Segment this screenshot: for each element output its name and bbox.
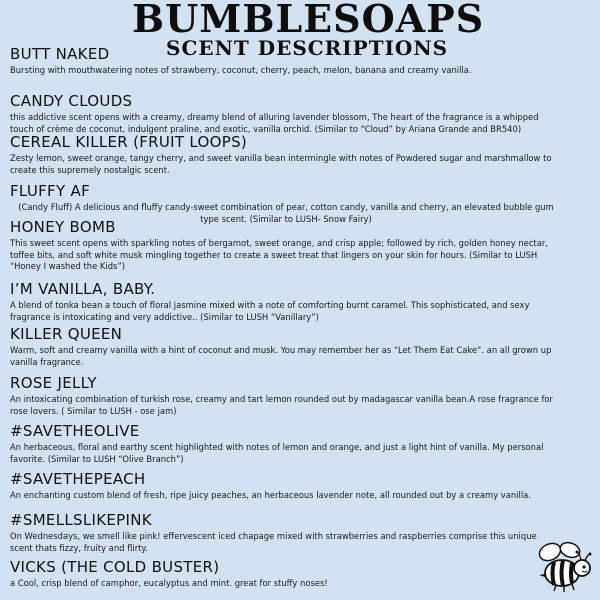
scent-honey-bomb [10, 218, 562, 273]
scent-title: #SAVETHEPEACH [10, 470, 146, 488]
scent-description: This sweet scent opens with sparkling notes of bergamot, sweet orange, and crisp apple; followed by rich, golden honey nectar, toffee bits, and soft white musk mingling together to create a sweet treat that lingers on your skin for hours. (Similar to LUSH “Honey I washed the Kids”) [10, 238, 548, 271]
scent-description: On Wednesdays, we smell like pink! effervescent iced chapage mixed with strawberries and raspberries comprise this unique scent thats fizzy, fruity and flirty. [10, 531, 537, 553]
page-subtitle: SCENT DESCRIPTIONS [166, 36, 449, 60]
scent-description: A blend of tonka bean a touch of floral jasmine mixed with a note of comforting burnt caramel. This sophisticated, and sexy fragrance is intoxicating and very addictive.. (Similar to LUSH “Vanillary”) [10, 300, 530, 322]
scent-title: #SMELLSLIKEPINK [10, 511, 152, 529]
scent-title: FLUFFY AF [10, 182, 90, 200]
scent-description: An herbaceous, floral and earthy scent highlighted with notes of lemon and orange, and just a light hint of vanilla. My personal favorite. (Similar to LUSH “Olive Branch”) [10, 442, 544, 464]
scent-vicks [10, 558, 562, 590]
brand-title: BUMBLESOAPS [132, 0, 485, 41]
scent-butt-naked [10, 45, 562, 77]
scent-title: HONEY BOMB [10, 218, 116, 236]
scent-title: ROSE JELLY [10, 374, 97, 392]
scent-save-the-olive [10, 422, 562, 465]
scent-title: CEREAL KILLER (FRUIT LOOPS) [10, 133, 248, 151]
scent-title: VICKS (THE COLD BUSTER) [10, 558, 220, 576]
scent-title: KILLER QUEEN [10, 325, 123, 343]
scent-cereal-killer [10, 133, 562, 176]
scent-description: this addictive scent opens with a creamy, dreamy blend of alluring lavender blossom, The heart of the fragrance is a whipped touch of crème de coconut, indulgent praline, and exotic, vanilla orchid. (Similar to “Cloud” by Ariana Grande and BR540) [10, 112, 539, 134]
scent-candy-clouds [10, 92, 562, 135]
scent-description: Warm, soft and creamy vanilla with a hint of coconut and musk. You may remember her as “Let Them Eat Cake”. an all grown up vanilla fragrance. [10, 345, 552, 367]
scent-description: An enchanting custom blend of fresh, ripe juicy peaches, an herbaceous lavender note, all rounded out by a creamy vanilla. [10, 490, 531, 500]
scent-title: CANDY CLOUDS [10, 92, 133, 110]
scent-title: I’M VANILLA, BABY. [10, 280, 156, 298]
scent-rose-jelly [10, 374, 562, 417]
bee-icon [532, 540, 594, 596]
scent-description: Zesty lemon, sweet orange, tangy cherry, and sweet vanilla bean intermingle with notes of Powdered sugar and marshmallow to create this supremely nostalgic scent. [10, 153, 552, 175]
scent-description: a Cool, crisp blend of camphor, eucalyptus and mint. great for stuffy noses! [10, 578, 328, 588]
scent-description: Bursting with mouthwatering notes of strawberry, coconut, cherry, peach, melon, banana and creamy vanilla. [10, 65, 472, 75]
scent-title: #SAVETHEOLIVE [10, 422, 140, 440]
scent-title: BUTT NAKED [10, 45, 110, 63]
scent-smells-like-pink [10, 511, 562, 554]
scent-im-vanilla-baby [10, 280, 562, 323]
scent-killer-queen [10, 325, 562, 368]
scent-description: An intoxicating combination of turkish rose, creamy and tart lemon rounded out by madagascar vanilla bean.A rose fragrance for rose lovers. ( Similar to LUSH - ose jam) [10, 394, 553, 416]
scent-save-the-peach [10, 470, 562, 502]
scent-description: (Candy Fluff) A delicious and fluffy candy-sweet combination of pear, cotton candy, vanilla and cherry, an elevated bubble gum type scent. (Similar to LUSH- Snow Fairy) [18, 202, 554, 224]
